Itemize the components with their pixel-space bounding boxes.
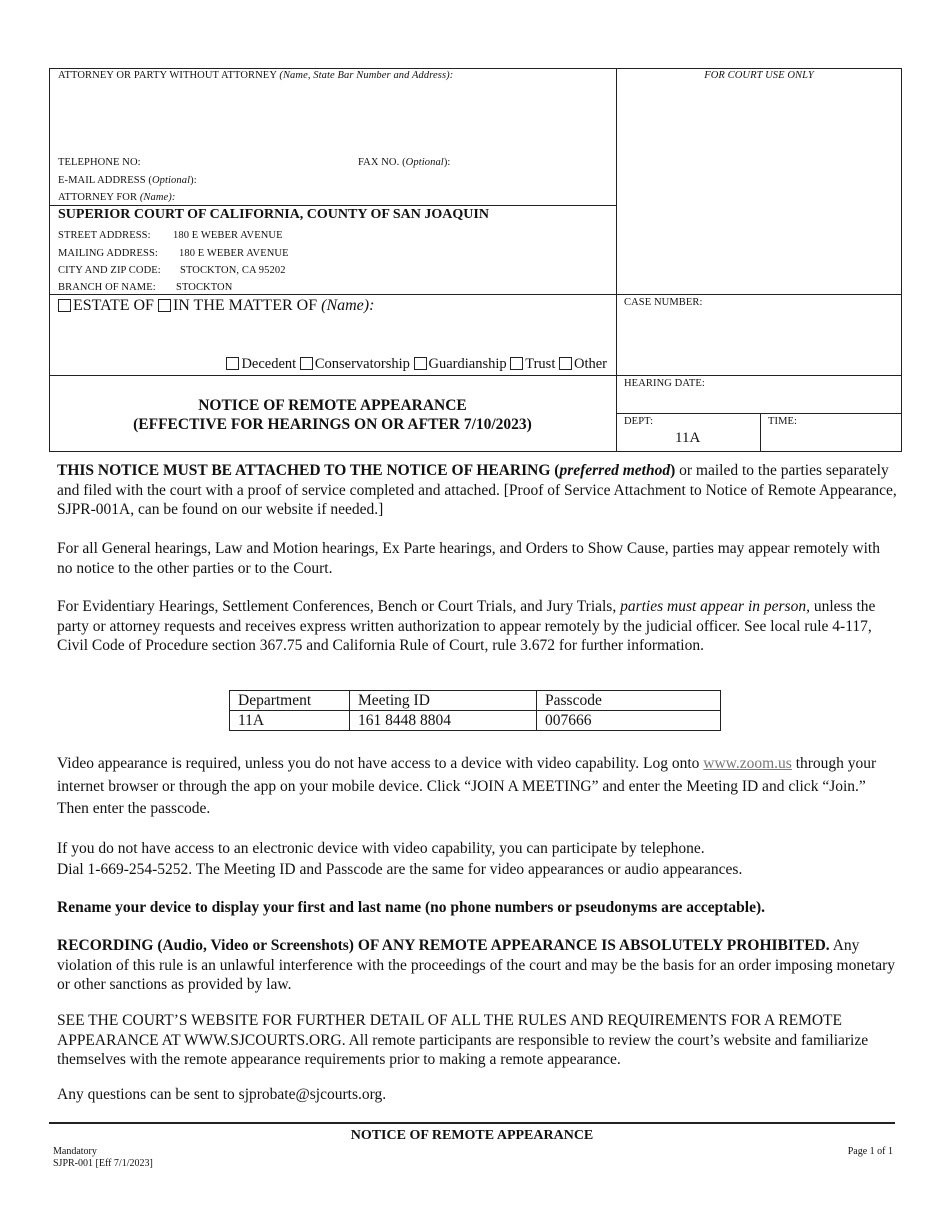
time-label: TIME: (768, 416, 798, 427)
notice-paragraph-1: THIS NOTICE MUST BE ATTACHED TO THE NOTICE OF HEARING (preferred method) or mailed to the parties separately and filed with the court with a proof of service completed and attached. [Proof of Service Attachment to Notice of Remote Appearance, SJPR-001A, can be found on our website if needed.] (57, 462, 897, 518)
guardianship-checkbox[interactable] (414, 357, 427, 370)
mailing-label: MAILING ADDRESS: (58, 248, 158, 259)
attorney-label: ATTORNEY OR PARTY WITHOUT ATTORNEY (Name, State Bar Number and Address): (58, 70, 454, 81)
notice-paragraph-9: Any questions can be sent to sjprobate@sjcourts.org. (57, 1086, 387, 1103)
notice-paragraph-2: For all General hearings, Law and Motion hearings, Ex Parte hearings, and Orders to Show Cause, parties may appear remotely with no notice to the other parties or to the Court. (57, 540, 880, 577)
telephone-line-2: Dial 1-669-254-5252. The Meeting ID and Passcode are the same for video appearances or audio appearances. (57, 861, 743, 878)
form-title (49, 396, 616, 434)
footer-page-number: Page 1 of 1 (847, 1146, 893, 1157)
header-meeting-id: Meeting ID (350, 691, 537, 711)
court-use-only: FOR COURT USE ONLY (704, 70, 814, 81)
notice-paragraph-7: RECORDING (Audio, Video or Screenshots) OF ANY REMOTE APPEARANCE IS ABSOLUTELY PROHIBITED. Any violation of this rule is an unlawful interference with the proceedings of the court and may be the basis for an order imposing monetary or other sanctions as provided by law. (57, 937, 896, 993)
caption-divider (616, 68, 617, 452)
footer-rule (49, 1122, 895, 1124)
header-passcode: Passcode (537, 691, 721, 711)
branch-value: STOCKTON (176, 282, 233, 293)
street-label: STREET ADDRESS: (58, 230, 151, 241)
fax-label: FAX NO. (Optional): (358, 157, 451, 168)
in-matter-of-checkbox[interactable] (158, 299, 171, 312)
case-number-label: CASE NUMBER: (624, 297, 703, 308)
footer-form-id: SJPR-001 [Eff 7/1/2023] (53, 1158, 153, 1169)
attorney-for-label: ATTORNEY FOR (Name): (58, 192, 176, 203)
cell-department: 11A (230, 711, 350, 731)
estate-line: ESTATE OF IN THE MATTER OF (Name): (58, 297, 374, 315)
table-header-row (230, 691, 721, 711)
notice-paragraph-5 (57, 838, 897, 880)
cell-passcode: 007666 (537, 711, 721, 731)
header-department: Department (230, 691, 350, 711)
city-value: STOCKTON, CA 95202 (180, 265, 286, 276)
email-label: E-MAIL ADDRESS (Optional): (58, 175, 197, 186)
conservatorship-checkbox[interactable] (300, 357, 313, 370)
hearing-date-label: HEARING DATE: (624, 378, 705, 389)
footer-title: NOTICE OF REMOTE APPEARANCE (350, 1128, 594, 1143)
court-name: SUPERIOR COURT OF CALIFORNIA, COUNTY OF SAN JOAQUIN (58, 207, 489, 222)
zoom-link[interactable]: www.zoom.us (703, 755, 792, 772)
cell-meeting-id: 161 8448 8804 (350, 711, 537, 731)
notice-paragraph-6: Rename your device to display your first and last name (no phone numbers or pseudonyms are acceptable). (57, 899, 765, 916)
other-checkbox[interactable] (559, 357, 572, 370)
branch-label: BRANCH OF NAME: (58, 282, 156, 293)
dept-label: DEPT: (624, 416, 654, 427)
caption-box (49, 68, 902, 452)
notice-paragraph-3: For Evidentiary Hearings, Settlement Conferences, Bench or Court Trials, and Jury Trials, parties must appear in person, unless the party or attorney requests and receives express written authorization to appear remotely by the judicial officer. See local rule 4-117, Civil Code of Procedure section 367.75 and California Rule of Court, rule 3.672 for further information. (57, 598, 876, 654)
city-label: CITY AND ZIP CODE: (58, 265, 161, 276)
telephone-label: TELEPHONE NO: (58, 157, 141, 168)
estate-of-checkbox[interactable] (58, 299, 71, 312)
form-title-line1: NOTICE OF REMOTE APPEARANCE (198, 397, 467, 414)
table-row (230, 711, 721, 731)
trust-checkbox[interactable] (510, 357, 523, 370)
case-type-options: Decedent Conservatorship Guardianship Trust Other (226, 356, 607, 373)
street-value: 180 E WEBER AVENUE (173, 230, 283, 241)
notice-paragraph-8: SEE THE COURT’S WEBSITE FOR FURTHER DETAIL OF ALL THE RULES AND REQUIREMENTS FOR A REMOTE APPEARANCE AT WWW.SJCOURTS.ORG. All remote participants are responsible to review the court’s website and familiarize themselves with the remote appearance requirements prior to making a remote appearance. (57, 1012, 869, 1068)
dept-value: 11A (675, 430, 701, 446)
footer-mandatory: Mandatory (53, 1146, 97, 1157)
mailing-value: 180 E WEBER AVENUE (179, 248, 289, 259)
notice-paragraph-4: Video appearance is required, unless you do not have access to a device with video capability. Log onto www.zoom.us through your internet browser or through the app on your mobile device. Click “JOIN A MEETING” and enter the Meeting ID and click “Join.” Then enter the passcode. (57, 755, 877, 817)
decedent-checkbox[interactable] (226, 357, 239, 370)
meeting-table (229, 690, 721, 731)
form-title-line2: (EFFECTIVE FOR HEARINGS ON OR AFTER 7/10/2023) (133, 416, 532, 433)
telephone-line-1: If you do not have access to an electronic device with video capability, you can participate by telephone. (57, 840, 705, 857)
